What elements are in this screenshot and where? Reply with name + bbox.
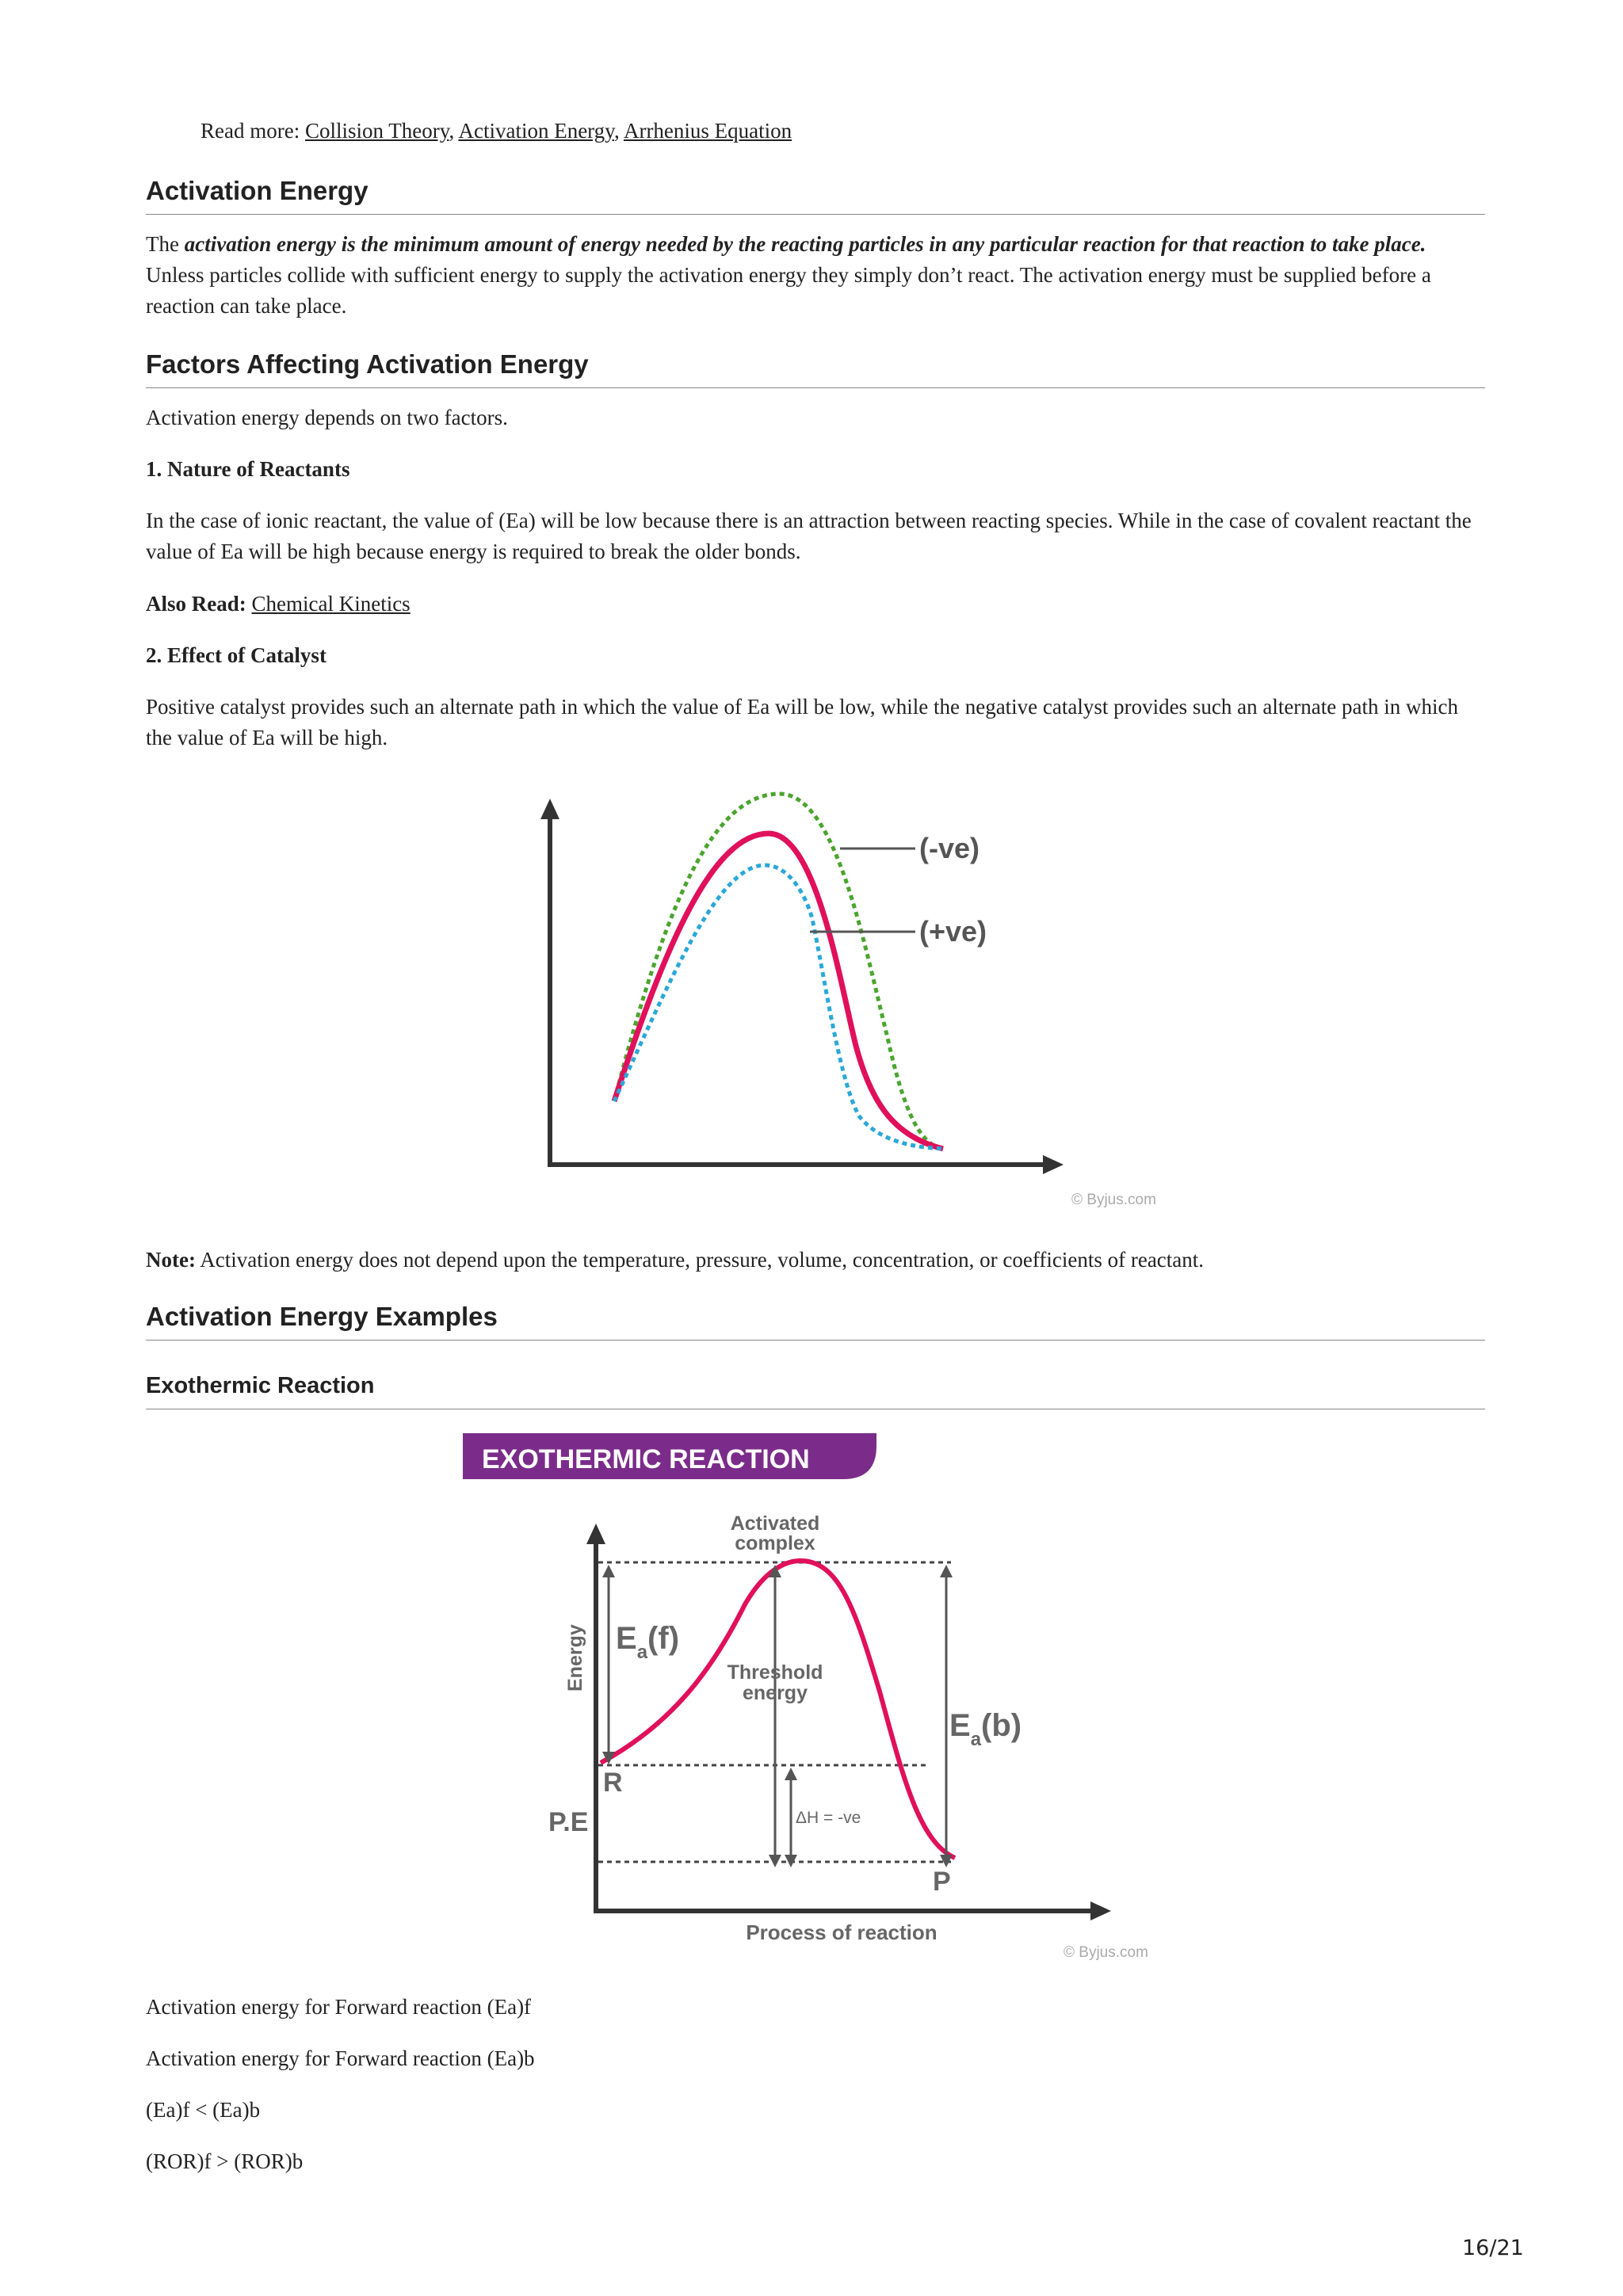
- definition-rest: Unless particles collide with sufficient energy to supply the activation energy they simply don’t react. The activation energy must be supplied before a reaction can take place.: [146, 263, 1431, 318]
- forward-activation-line: Activation energy for Forward reaction (Ea)f: [146, 1995, 532, 2019]
- negative-catalyst-label: (-ve): [919, 832, 980, 864]
- energy-axis-label: Energy: [564, 1624, 586, 1691]
- ea-f-letter: E: [616, 1621, 637, 1656]
- factors-intro: Activation energy depends on two factors.: [146, 406, 508, 429]
- activated-label-line2: complex: [735, 1532, 815, 1554]
- reactant-label: R: [603, 1768, 623, 1798]
- uncatalysed-curve: [614, 833, 943, 1149]
- lead-text: The: [146, 232, 185, 256]
- catalyst-energy-diagram: [531, 784, 1165, 1220]
- positive-catalyst-label: (+ve): [919, 915, 987, 948]
- factor1-title: [146, 454, 1485, 485]
- factor2-title: [146, 640, 1485, 671]
- definition-text: activation energy is the minimum amount of energy needed by the reacting particles in any particular reaction for that reaction to take place.: [184, 232, 1426, 256]
- separator: ,: [613, 119, 624, 143]
- factor1-title-text: 1. Nature of Reactants: [146, 457, 350, 481]
- page-number: 16/21: [1462, 2236, 1524, 2260]
- read-more-prefix: Read more:: [200, 119, 305, 143]
- also-read-label: Also Read:: [146, 592, 246, 616]
- rate-comparison-line: (ROR)f > (ROR)b: [146, 2149, 304, 2173]
- heading-exothermic: Exothermic Reaction: [146, 1373, 1485, 1409]
- link-activation-energy[interactable]: Activation Energy: [458, 119, 614, 143]
- x-axis: [548, 1155, 1064, 1174]
- link-chemical-kinetics[interactable]: Chemical Kinetics: [251, 592, 411, 616]
- ea-forward-arrow: [602, 1565, 615, 1764]
- delta-h-label: ΔH = -ve: [796, 1809, 861, 1827]
- exothermic-reaction-diagram: [460, 1430, 1173, 1969]
- backward-activation-line: Activation energy for Forward reaction (Ea)b: [146, 2046, 535, 2070]
- threshold-label-line2: energy: [743, 1682, 808, 1704]
- process-axis: [594, 1901, 1111, 1920]
- note-paragraph: [146, 1245, 1485, 1276]
- factor2-paragraph: Positive catalyst provides such an alternate path in which the value of Ea will be low, while the negative catalyst provides such an alternate path in which the value of Ea will be high.: [146, 695, 1458, 749]
- product-label: P: [933, 1867, 951, 1897]
- link-arrhenius-equation[interactable]: Arrhenius Equation: [623, 119, 792, 143]
- note-text: Activation energy does not depend upon the temperature, pressure, volume, concentration, or coefficients of reactant.: [195, 1248, 1205, 1272]
- ea-b-letter: E: [949, 1708, 971, 1743]
- threshold-arrow: [769, 1565, 781, 1867]
- ea-b-label: [949, 1708, 1022, 1750]
- potential-energy-label: P.E: [548, 1807, 589, 1837]
- banner: [463, 1433, 876, 1479]
- link-collision-theory[interactable]: Collision Theory: [304, 119, 449, 143]
- heading-factors: Factors Affecting Activation Energy: [146, 349, 1485, 388]
- x-axis-label: Process of reaction: [746, 1920, 938, 1944]
- positive-catalyst-curve: [614, 865, 943, 1149]
- reaction-curve: [601, 1561, 955, 1858]
- credit-text: © Byjus.com: [1071, 1192, 1156, 1208]
- activated-label-line1: Activated: [730, 1512, 820, 1535]
- ea-f-label: [616, 1621, 679, 1663]
- banner-title: EXOTHERMIC REACTION: [482, 1444, 810, 1474]
- energy-axis: [586, 1524, 605, 1911]
- activation-comparison-line: (Ea)f < (Ea)b: [146, 2098, 261, 2122]
- heading-activation-energy: Activation Energy: [146, 176, 1485, 215]
- separator: ,: [449, 119, 459, 143]
- heading-examples: Activation Energy Examples: [146, 1302, 1485, 1341]
- y-axis: [540, 799, 559, 1165]
- definition-paragraph: [146, 229, 1485, 322]
- note-label: Note:: [146, 1248, 196, 1272]
- threshold-label-line1: Threshold: [727, 1661, 823, 1684]
- credit-text: © Byjus.com: [1064, 1944, 1148, 1961]
- ea-b-subscript: a: [970, 1729, 982, 1750]
- read-more-line: [200, 116, 792, 147]
- ea-f-tail: (f): [647, 1621, 680, 1656]
- factor2-title-text: 2. Effect of Catalyst: [146, 643, 327, 667]
- ea-b-tail: (b): [981, 1708, 1022, 1743]
- ea-f-subscript: a: [636, 1642, 648, 1663]
- factor1-paragraph: In the case of ionic reactant, the value of (Ea) will be low because there is an attraction between reacting species. While in the case of covalent reactant the value of Ea will be high because energy is required to break the older bonds.: [146, 509, 1472, 563]
- also-read-line: [146, 589, 1485, 620]
